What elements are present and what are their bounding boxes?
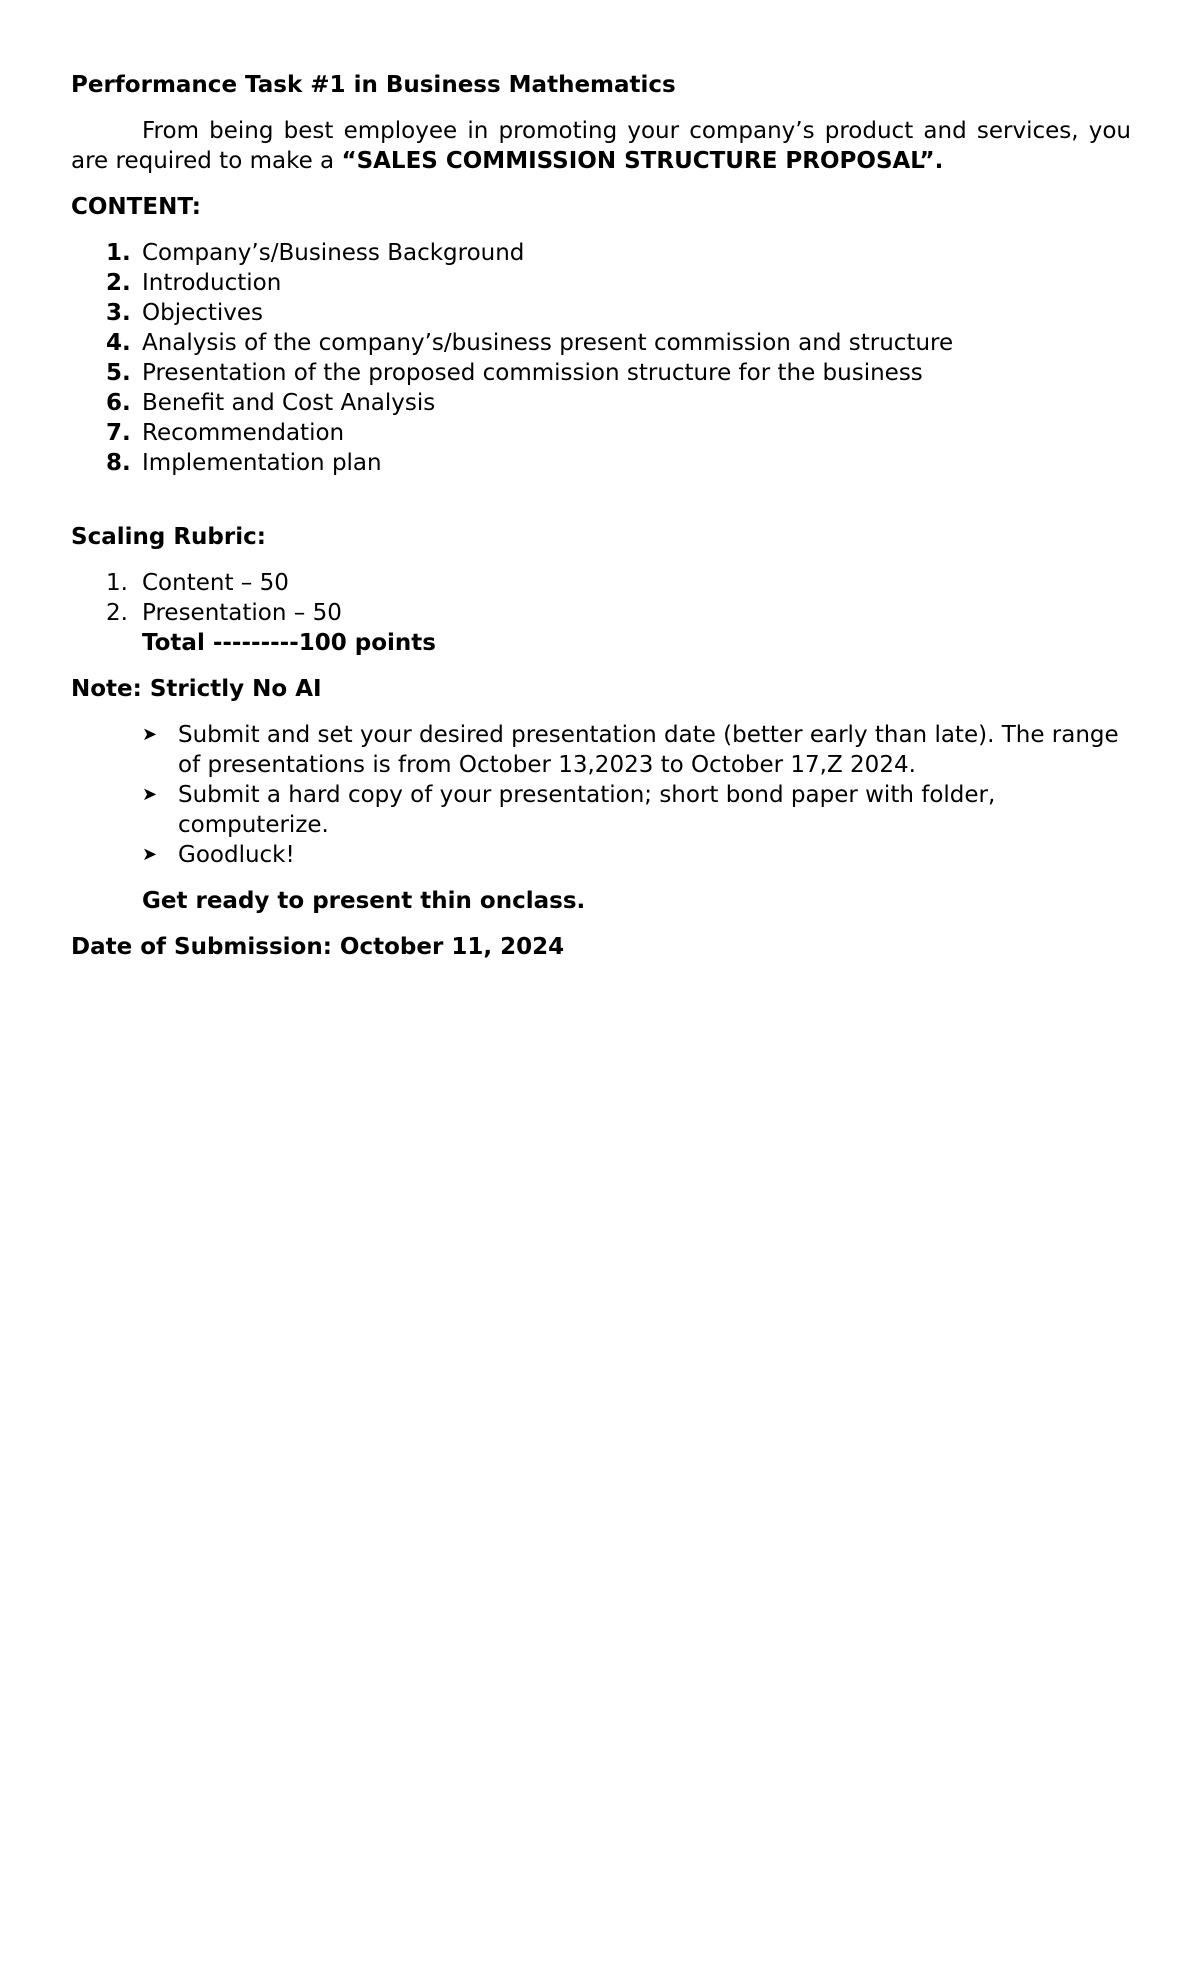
- list-item: [71, 268, 1130, 298]
- list-number: 5.: [106, 360, 131, 386]
- list-text: Company’s/Business Background: [142, 240, 525, 266]
- arrow-bullet-icon: ➤: [142, 724, 158, 745]
- list-number: 7.: [106, 420, 131, 446]
- intro-text: From being best employee in promoting your company’s product and services, you are required to make a: [71, 118, 1131, 174]
- list-number: 4.: [106, 330, 131, 356]
- list-item: [71, 568, 1130, 598]
- list-text: Objectives: [142, 300, 264, 326]
- list-item: [71, 358, 1130, 388]
- list-item: [71, 840, 1138, 870]
- list-text: Implementation plan: [142, 450, 382, 476]
- ready-statement: Get ready to present thin onclass.: [142, 888, 586, 914]
- rubric-total: Total ---------100 points: [142, 630, 436, 656]
- intro-paragraph: [71, 116, 1131, 176]
- list-item: [71, 598, 1130, 628]
- list-item: [71, 448, 1130, 478]
- content-heading: CONTENT:: [71, 194, 201, 220]
- list-item: [71, 418, 1130, 448]
- list-text: Content – 50: [142, 570, 289, 596]
- rubric-heading: Scaling Rubric:: [71, 524, 266, 550]
- list-text: Submit a hard copy of your presentation; short bond paper with folder, computerize.: [178, 782, 996, 838]
- list-number: 1.: [106, 570, 128, 596]
- list-text: Benefit and Cost Analysis: [142, 390, 436, 416]
- list-text: Goodluck!: [178, 842, 295, 868]
- list-item: [71, 238, 1130, 268]
- list-item: [71, 720, 1138, 780]
- list-text: Submit and set your desired presentation date (better early than late). The range of presentations is from October 13,2023 to October 17,Z 2024.: [178, 722, 1119, 778]
- instruction-list: [71, 720, 1130, 870]
- content-list: [71, 238, 1130, 478]
- list-item: [71, 328, 1130, 358]
- arrow-bullet-icon: ➤: [142, 784, 158, 805]
- rubric-list: [71, 568, 1130, 628]
- list-text: Presentation of the proposed commission structure for the business: [142, 360, 923, 386]
- arrow-bullet-icon: ➤: [142, 844, 158, 865]
- list-number: 6.: [106, 390, 131, 416]
- list-number: 1.: [106, 240, 131, 266]
- list-number: 2.: [106, 270, 131, 296]
- submission-date: Date of Submission: October 11, 2024: [71, 934, 565, 960]
- list-number: 3.: [106, 300, 131, 326]
- list-text: Analysis of the company’s/business present commission and structure: [142, 330, 954, 356]
- list-text: Presentation – 50: [142, 600, 342, 626]
- list-number: 2.: [106, 600, 128, 626]
- list-text: Recommendation: [142, 420, 345, 446]
- document-title: Performance Task #1 in Business Mathematics: [71, 72, 676, 98]
- list-item: [71, 780, 1138, 840]
- note-heading: Note: Strictly No AI: [71, 676, 322, 702]
- list-item: [71, 388, 1130, 418]
- proposal-title: “SALES COMMISSION STRUCTURE PROPOSAL”.: [341, 148, 944, 174]
- list-item: [71, 298, 1130, 328]
- list-text: Introduction: [142, 270, 282, 296]
- list-number: 8.: [106, 450, 131, 476]
